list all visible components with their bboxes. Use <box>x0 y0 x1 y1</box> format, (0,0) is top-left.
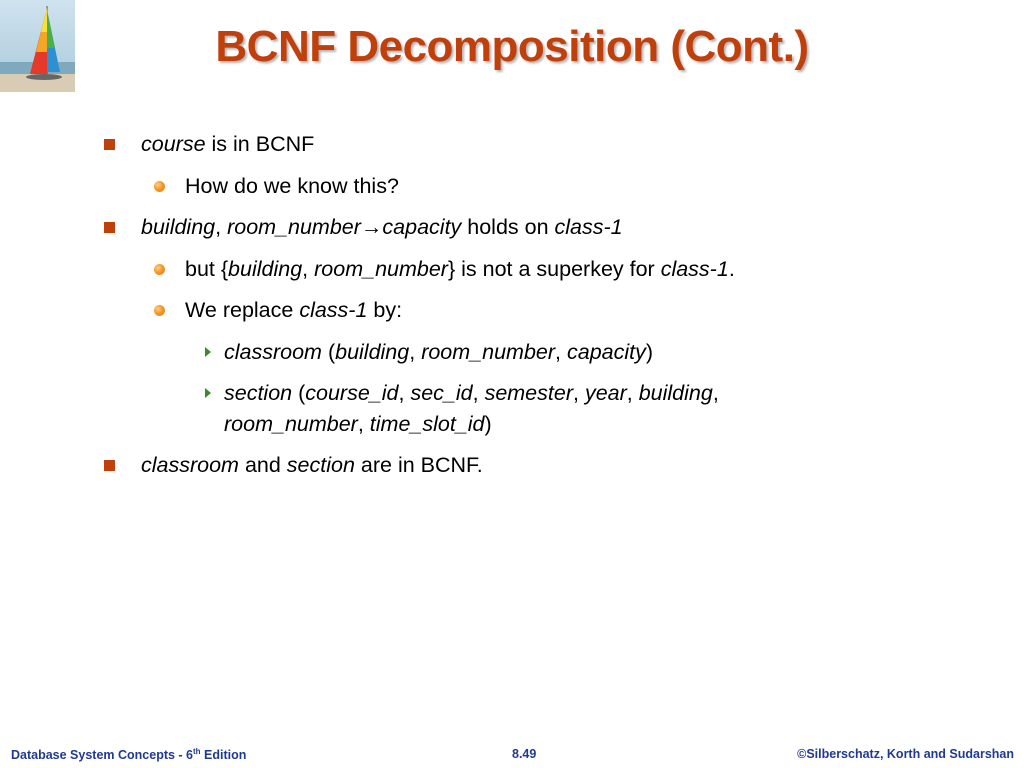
bullet-text-fragment: , <box>626 381 639 405</box>
bullet-text-fragment: ) <box>645 340 654 364</box>
bullet-text-fragment: } is not a superkey for <box>447 257 661 281</box>
bullet-text-fragment: ( <box>292 381 306 405</box>
bullet-text-fragment: holds on <box>461 215 555 239</box>
square-bullet-icon <box>104 222 115 233</box>
circle-bullet-icon <box>154 264 165 275</box>
circle-bullet-icon <box>154 181 165 192</box>
footer-page-number: 8.49 <box>512 747 537 761</box>
bullet-item-level-1 <box>141 131 314 157</box>
bullet-text-fragment: , <box>555 340 567 364</box>
bullet-text-fragment: building <box>141 215 216 239</box>
slide-footer <box>0 744 1024 766</box>
bullet-text-fragment: is in BCNF <box>205 132 315 156</box>
footer-course-title: Database System Concepts - 6th Edition <box>11 747 247 763</box>
bullet-text-fragment: room_number <box>314 257 448 281</box>
bullet-item-level-1 <box>141 452 483 478</box>
bullet-text-fragment: , <box>357 412 370 436</box>
bullet-text-fragment: , <box>302 257 315 281</box>
bullet-text-fragment: room_number→capacity <box>227 215 462 239</box>
bullet-text-fragment: are in BCNF. <box>354 453 483 477</box>
bullet-item-level-2 <box>185 256 735 282</box>
bullet-text-fragment: and <box>238 453 287 477</box>
bullet-text-fragment: building <box>335 340 410 364</box>
bullet-text-fragment: semester <box>484 381 573 405</box>
bullet-text-fragment: section <box>286 453 355 477</box>
bullet-text-fragment: , <box>712 381 719 405</box>
bullet-text-fragment: , <box>572 381 585 405</box>
square-bullet-icon <box>104 460 115 471</box>
bullet-text-fragment: room_number <box>421 340 556 364</box>
bullet-item-level-3 <box>224 411 492 437</box>
bullet-item-level-2 <box>185 297 402 323</box>
circle-bullet-icon <box>154 305 165 316</box>
bullet-text-fragment: time_slot_id <box>369 412 485 436</box>
bullet-text-fragment: building <box>638 381 713 405</box>
bullet-text-fragment: class-1 <box>660 257 729 281</box>
bullet-text-fragment: ( <box>321 340 336 364</box>
bullet-text-fragment: capacity <box>566 340 646 364</box>
bullet-item-level-3 <box>224 339 653 365</box>
bullet-item-level-1 <box>141 214 623 240</box>
slide-title: BCNF Decomposition (Cont.) <box>215 22 809 71</box>
bullet-item-level-2 <box>185 173 399 199</box>
footer-copyright: ©Silberschatz, Korth and Sudarshan <box>797 747 1014 761</box>
bullet-text-fragment: building <box>228 257 303 281</box>
triangle-arrow-bullet-icon <box>205 388 211 398</box>
bullet-item-level-3 <box>224 380 719 406</box>
bullet-text-fragment: classroom <box>224 340 322 364</box>
bullet-text-fragment: , <box>215 215 228 239</box>
bullet-text-fragment: course_id <box>305 381 399 405</box>
bullet-text-fragment: section <box>224 381 293 405</box>
triangle-arrow-bullet-icon <box>205 347 211 357</box>
bullet-text-fragment: sec_id <box>410 381 473 405</box>
bullet-text-fragment: ) <box>484 412 492 436</box>
bullet-text-fragment: by: <box>367 298 403 322</box>
bullet-text-fragment: , <box>472 381 485 405</box>
bullet-text-fragment: , <box>398 381 411 405</box>
bullet-text-fragment: room_number <box>224 412 358 436</box>
bullet-text-fragment: . <box>728 257 735 281</box>
square-bullet-icon <box>104 139 115 150</box>
bullet-text-fragment: We replace <box>185 298 300 322</box>
bullet-text-fragment: but { <box>185 257 229 281</box>
bullet-text-fragment: , <box>409 340 422 364</box>
bullet-text-fragment: How do we know this? <box>185 174 399 198</box>
bullet-text-fragment: class-1 <box>554 215 623 239</box>
bullet-text-fragment: class-1 <box>299 298 368 322</box>
bullet-text-fragment: year <box>584 381 627 405</box>
bullet-text-fragment: course <box>141 132 206 156</box>
bullet-text-fragment: classroom <box>141 453 239 477</box>
